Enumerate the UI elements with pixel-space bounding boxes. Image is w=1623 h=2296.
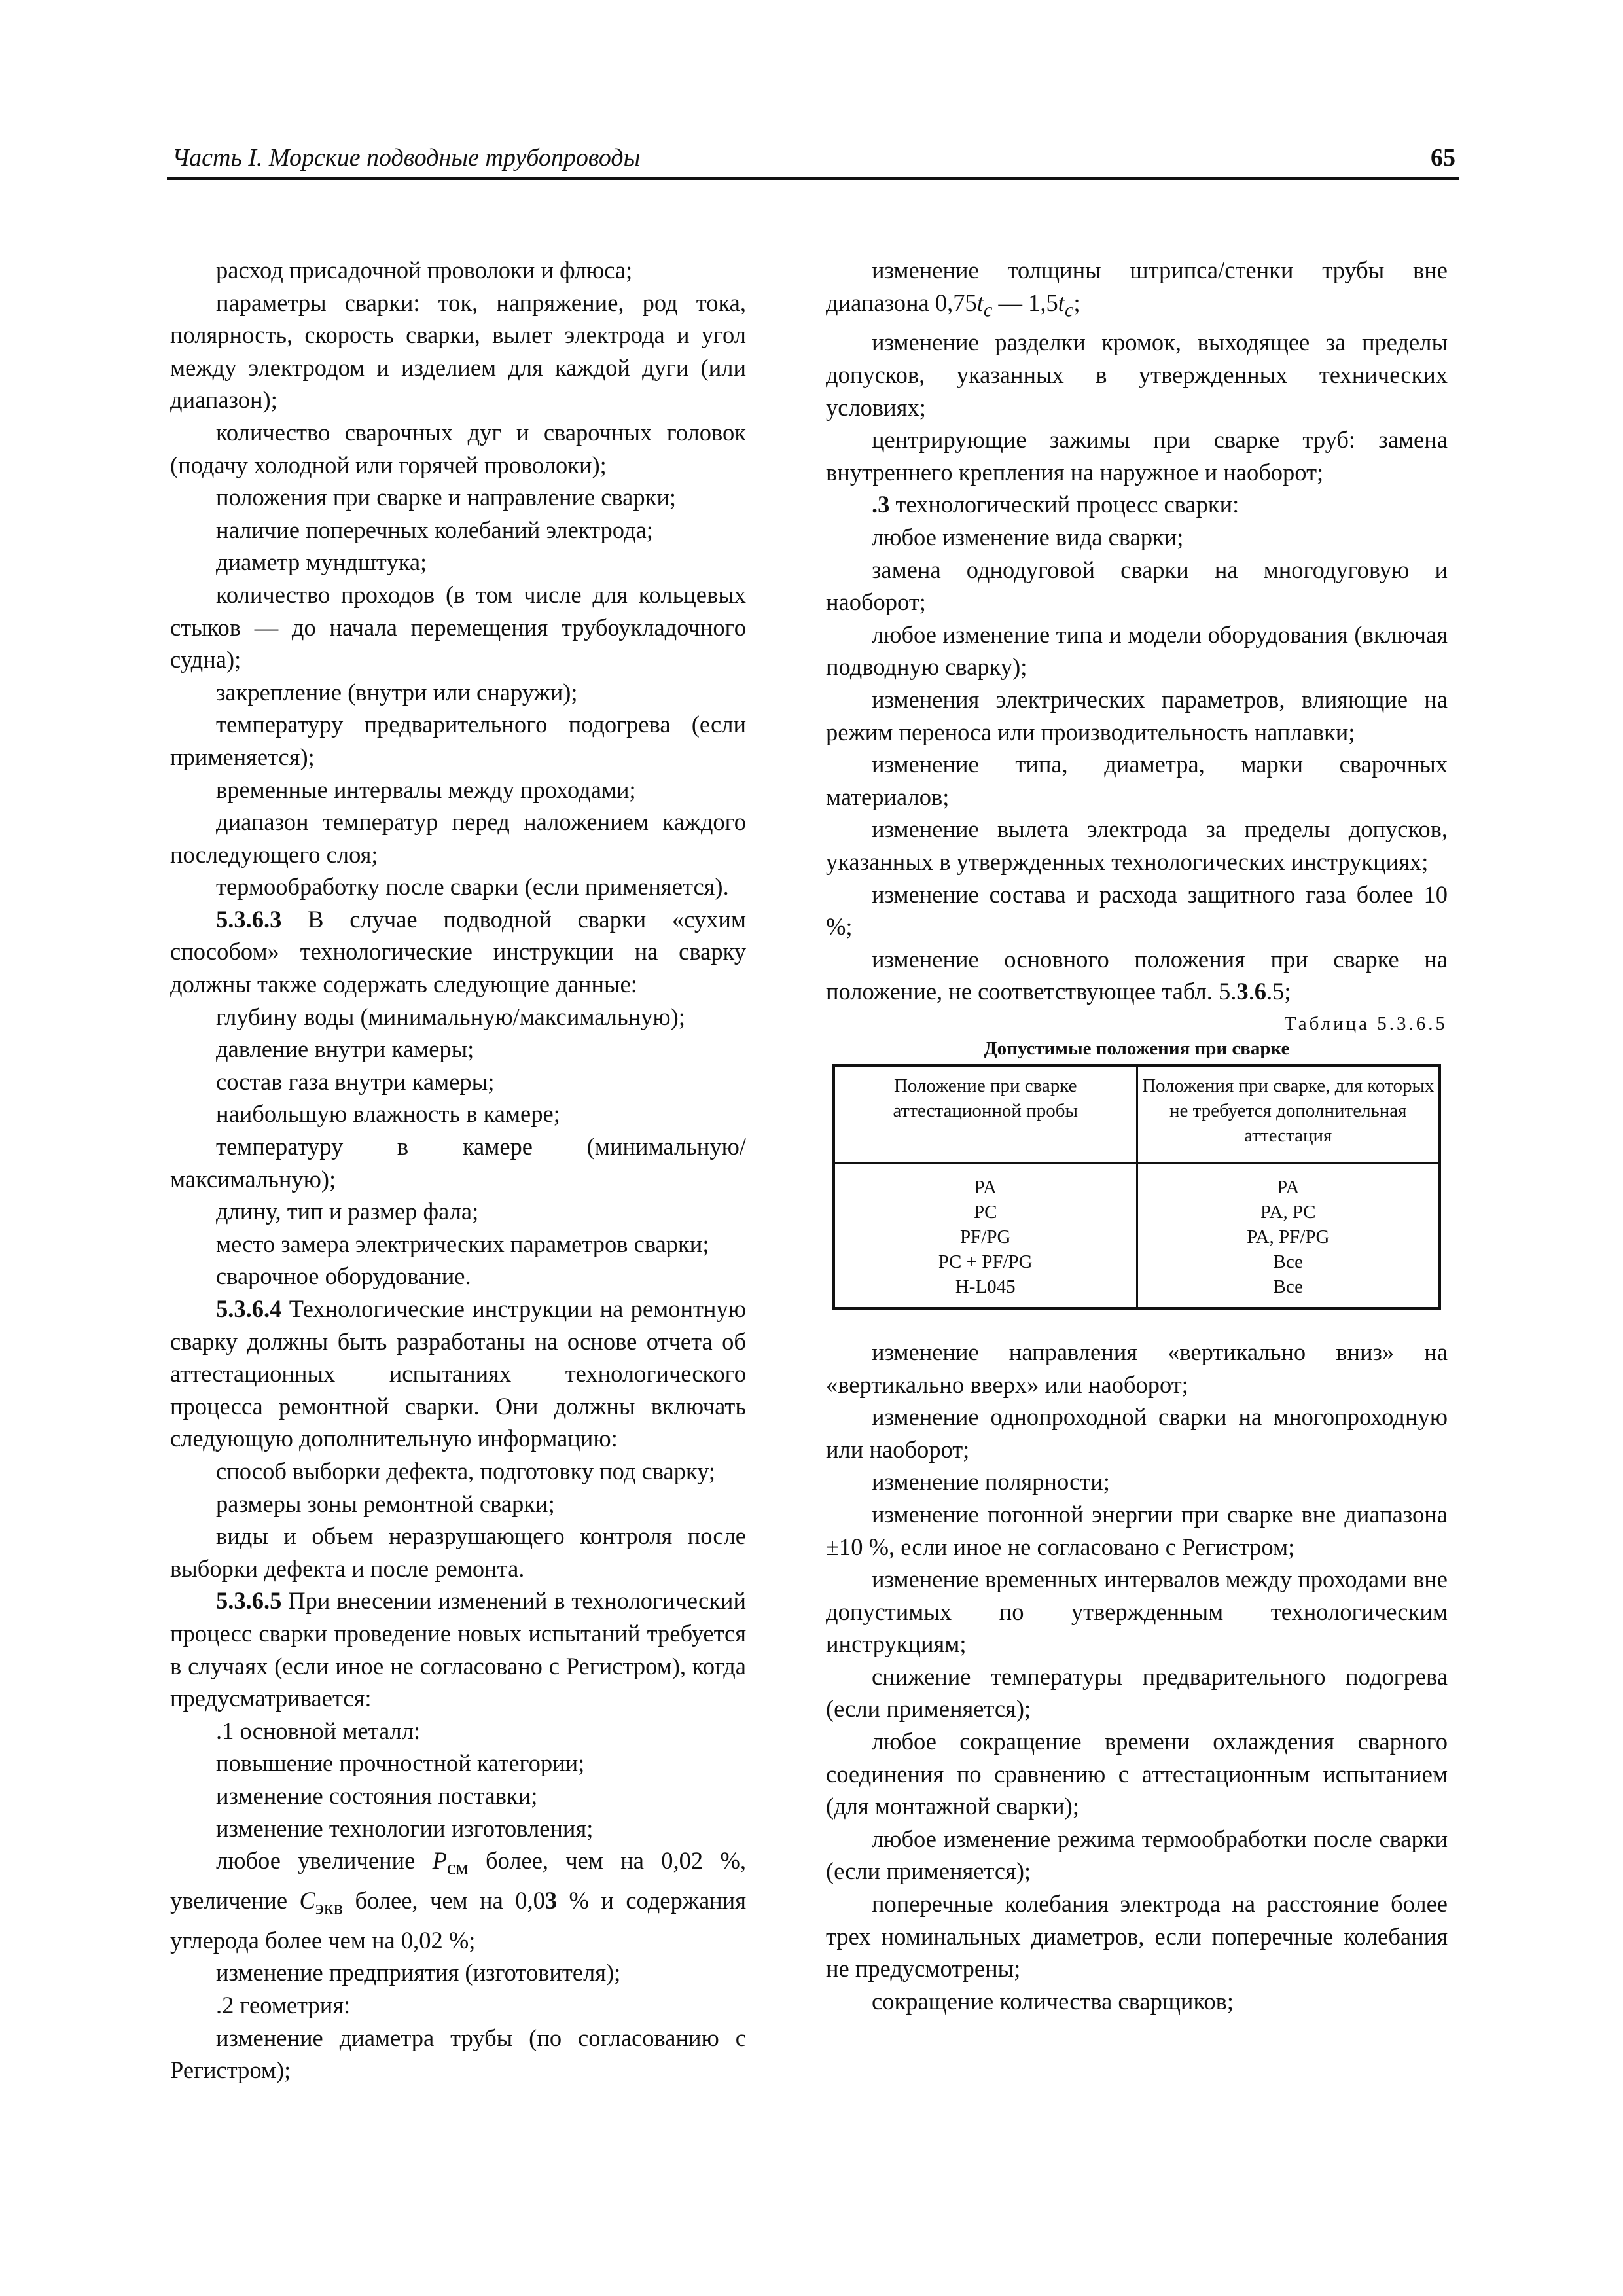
paragraph: место замера электрических параметров сварки; xyxy=(216,1230,709,1257)
section-text: Технологические инструкции на ремонтную сварку должны быть разработаны на основе отчета об аттестационных испытаниях технологического процесса ремонтной сварки. Они должны включать следующую дополнительную информацию: xyxy=(170,1295,746,1452)
base-position-paragraph: изменение основного положения при сварке на положение, не соответствующее табл. 5.3.6.5; xyxy=(826,945,1448,1005)
table-caption: Таблица 5.3.6.5 xyxy=(1284,1013,1448,1034)
section-5-3-6-4 xyxy=(170,1293,746,1455)
paragraph: диаметр мундштука; xyxy=(216,548,427,576)
paragraph: количество сварочных дуг и сварочных головок (подачу холодной или горячей проволоки); xyxy=(170,418,746,478)
paragraph: закрепление (внутри или снаружи); xyxy=(216,678,578,706)
running-title: Часть I. Морские подводные трубопроводы xyxy=(172,144,641,171)
section-text: При внесении изменений в технологический процесс сварки проведение новых испытаний требуется в случаях (если иное не согласовано с Регистром), когда предусматривается: xyxy=(170,1587,746,1712)
paragraph: временные интервалы между проходами; xyxy=(216,776,636,803)
subsection-3: .3 технологический процесс сварки: xyxy=(872,491,1240,518)
paragraph: снижение температуры предварительного подогрева (если применяется); xyxy=(826,1662,1448,1723)
paragraph: расход присадочной проволоки и флюса; xyxy=(216,257,633,283)
paragraph: поперечные колебания электрода на расстояние более трех номинальных диаметров, если поперечные колебания не предусмотрены; xyxy=(826,1890,1448,1982)
paragraph: сокращение количества сварщиков; xyxy=(872,1987,1234,2015)
paragraph: глубину воды (минимальную/максимальную); xyxy=(216,1003,685,1030)
paragraph: изменение вылета электрода за пределы допусков, указанных в утвержденных технологических инструкциях; xyxy=(826,816,1448,875)
table-title: Допустимые положения при сварке xyxy=(984,1037,1290,1059)
paragraph: .1 основной металл: xyxy=(216,1717,421,1744)
paragraph: изменение однопроходной сварки на многопроходную или наоборот; xyxy=(826,1403,1448,1463)
paragraph: изменения электрических параметров, влияющие на режим переноса или производительность наплавки; xyxy=(826,686,1448,745)
paragraph: длину, тип и размер фала; xyxy=(216,1198,479,1225)
paragraph: диапазон температур перед наложением каждого последующего слоя; xyxy=(170,808,746,868)
paragraph: изменение предприятия (изготовителя); xyxy=(216,1959,621,1986)
paragraph: любое сокращение времени охлаждения сварного соединения по сравнению с аттестационным испытанием (для монтажной сварки); xyxy=(826,1728,1448,1820)
right-column xyxy=(826,254,1448,2017)
paragraph: .2 геометрия: xyxy=(216,1992,351,2019)
welding-positions-table xyxy=(832,1064,1441,1310)
paragraph: любое изменение режима термообработки после сварки (если применяется); xyxy=(826,1825,1448,1885)
section-5-3-6-5 xyxy=(170,1585,746,1714)
left-column xyxy=(170,254,746,2087)
section-number: 5.3.6.3 xyxy=(216,905,282,933)
paragraph: изменение типа, диаметра, марки сварочных материалов; xyxy=(826,751,1448,810)
paragraph: давление внутри камеры; xyxy=(216,1035,474,1063)
paragraph: изменение состояния поставки; xyxy=(216,1782,538,1809)
paragraph: изменение временных интервалов между проходами вне допустимых по утвержденным технологическим инструкциям; xyxy=(826,1566,1448,1658)
paragraph: центрирующие зажимы при сварке труб: замена внутреннего крепления на наружное и наоборот; xyxy=(826,426,1448,486)
table-cell: PA PC PF/PG PC + PF/PG H-L045 xyxy=(834,1163,1137,1308)
paragraph: положения при сварке и направление сварки; xyxy=(216,484,677,511)
table-header-cell: Положения при сварке, для которых не требуется дополнительная аттестация xyxy=(1137,1066,1440,1164)
paragraph: наибольшую влажность в камере; xyxy=(216,1100,560,1128)
paragraph: изменение погонной энергии при сварке вне диапазона ±10 %, если иное не согласовано с Регистром; xyxy=(826,1500,1448,1560)
paragraph: виды и объем неразрушающего контроля после выборки дефекта и после ремонта. xyxy=(170,1522,746,1582)
paragraph: изменение состава и расхода защитного газа более 10 %; xyxy=(826,880,1448,941)
section-number: 5.3.6.4 xyxy=(216,1295,282,1322)
paragraph: сварочное оборудование. xyxy=(216,1263,471,1290)
paragraph: температуру в камере (минимальную/максимальную); xyxy=(170,1133,746,1193)
paragraph: повышение прочностной категории; xyxy=(216,1749,585,1777)
paragraph: температуру предварительного подогрева (если применяется); xyxy=(170,711,746,770)
paragraph: замена однодуговой сварки на многодуговую и наоборот; xyxy=(826,556,1448,616)
section-5-3-6-3 xyxy=(170,903,746,1001)
paragraph: способ выборки дефекта, подготовку под сварку; xyxy=(216,1457,716,1484)
paragraph: термообработку после сварки (если применяется). xyxy=(216,873,729,901)
paragraph: изменение полярности; xyxy=(872,1468,1110,1496)
subsection-number: .3 xyxy=(872,491,890,518)
paragraph: изменение технологии изготовления; xyxy=(216,1814,594,1842)
page-number: 65 xyxy=(1431,144,1455,171)
paragraph: изменение диаметра трубы (по согласованию с Регистром); xyxy=(170,2024,746,2084)
section-number: 5.3.6.5 xyxy=(216,1587,282,1615)
page-header xyxy=(167,141,1459,180)
paragraph: количество проходов (в том числе для кольцевых стыков — до начала перемещения трубоукладочного судна); xyxy=(170,581,746,673)
section-text: В случае подводной сварки «сухим способом» технологические инструкции на сварку должны также содержать следующие данные: xyxy=(170,905,746,998)
table-header-cell: Положение при сварке аттестационной пробы xyxy=(834,1066,1137,1164)
paragraph: любое изменение типа и модели оборудования (включая подводную сварку); xyxy=(826,620,1448,681)
paragraph: состав газа внутри камеры; xyxy=(216,1067,495,1095)
paragraph: любое изменение вида сварки; xyxy=(872,524,1184,551)
thickness-paragraph: изменение толщины штрипса/стенки трубы вне диапазона $0,75t_c$ — $1,5t_c$; xyxy=(826,257,1448,321)
paragraph: наличие поперечных колебаний электрода; xyxy=(216,516,653,543)
paragraph: изменение направления «вертикально вниз» на «вертикально вверх» или наоборот; xyxy=(826,1338,1448,1398)
paragraph: параметры сварки: ток, напряжение, род тока, полярность, скорость сварки, вылет электрода и угол между электродом и изделием для каждой дуги (или диапазон); xyxy=(170,289,746,414)
carbon-equivalent-paragraph: любое увеличение $P_{см}$ более, чем на 0,02 %, увеличение $C_{экв}$ более, чем на 0,03 % и содержания углерода более чем на 0,02 %; xyxy=(170,1847,747,1954)
paragraph: размеры зоны ремонтной сварки; xyxy=(216,1490,555,1517)
table-cell: PA PA, PC PA, PF/PG Все Все xyxy=(1137,1163,1440,1308)
paragraph: изменение разделки кромок, выходящее за пределы допусков, указанных в утвержденных технических условиях; xyxy=(826,329,1448,421)
